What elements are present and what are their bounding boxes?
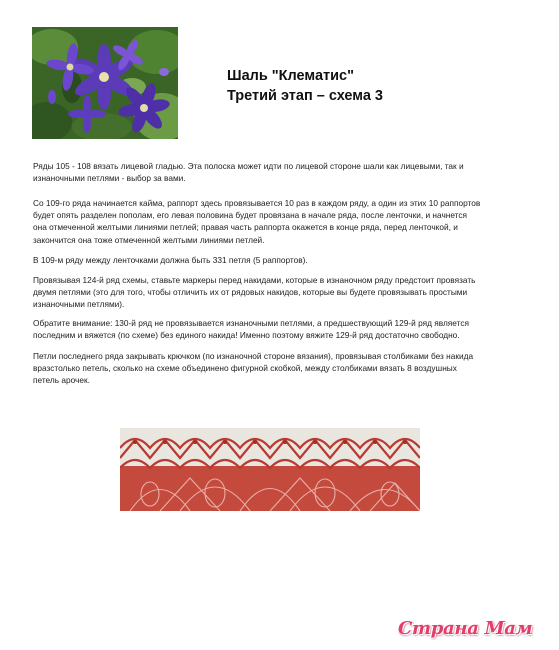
paragraph-row-124: Провязывая 124-й ряд схемы, ставьте маркеры перед накидами, которые в изнаночном ряду предстоит провязать двумя петлями (это для того, чтобы отличить их от рядовых накидов, которые вы будете провязывать простыми изнаночными петлями). [33,275,476,310]
paragraph-border-start: Со 109-го ряда начинается кайма, раппорт здесь провязывается 10 раз в каждом ряду, а один из этих 10 раппортов будет опять разделен пополам, его левая половина будет провязана в начале ряда, после ленточки, и начнется она отмеченной желтыми линиями петлей; правая часть раппорта окажется в конце ряда, перед ленточкой, и закончится она тоже отмеченной желтыми линиями петлей. [33,198,481,245]
clematis-photo [32,27,178,139]
title-line-2: Третий этап – схема 3 [227,88,383,104]
paragraph-row-109: В 109-м ряду между ленточками должна быть 331 петля (5 раппортов). [33,255,308,265]
lace-border-photo [120,428,420,511]
document-title [227,66,383,106]
paragraph-rows-105-108: Ряды 105 - 108 вязать лицевой гладью. Эта полоска может идти по лицевой стороне шали как лицевыми, так и изнаночными петлями - выбор за вами. [33,161,464,184]
title-line-1: Шаль "Клематис" [227,68,354,84]
paragraph-bind-off: Петли последнего ряда закрывать крючком (по изнаночной стороне вязания), провязывая столбиками без накида вразстолько петель, сколько на схеме объединено фигурной скобкой, между столбиками вязать 8 воздушных петель арочек. [33,351,474,386]
paragraph-row-130-note: Обратите внимание: 130-й ряд не провязывается изнаночными петлями, а предшествующий 129-й ряд является последним и вяжется (по схеме) без единого накида! Именно поэтому вяжите 129-й ряд достаточно свободно. [33,318,469,341]
lace-edging-image [120,428,420,511]
clematis-flowers-image [32,27,178,139]
site-watermark: Страна Мам [398,618,533,639]
